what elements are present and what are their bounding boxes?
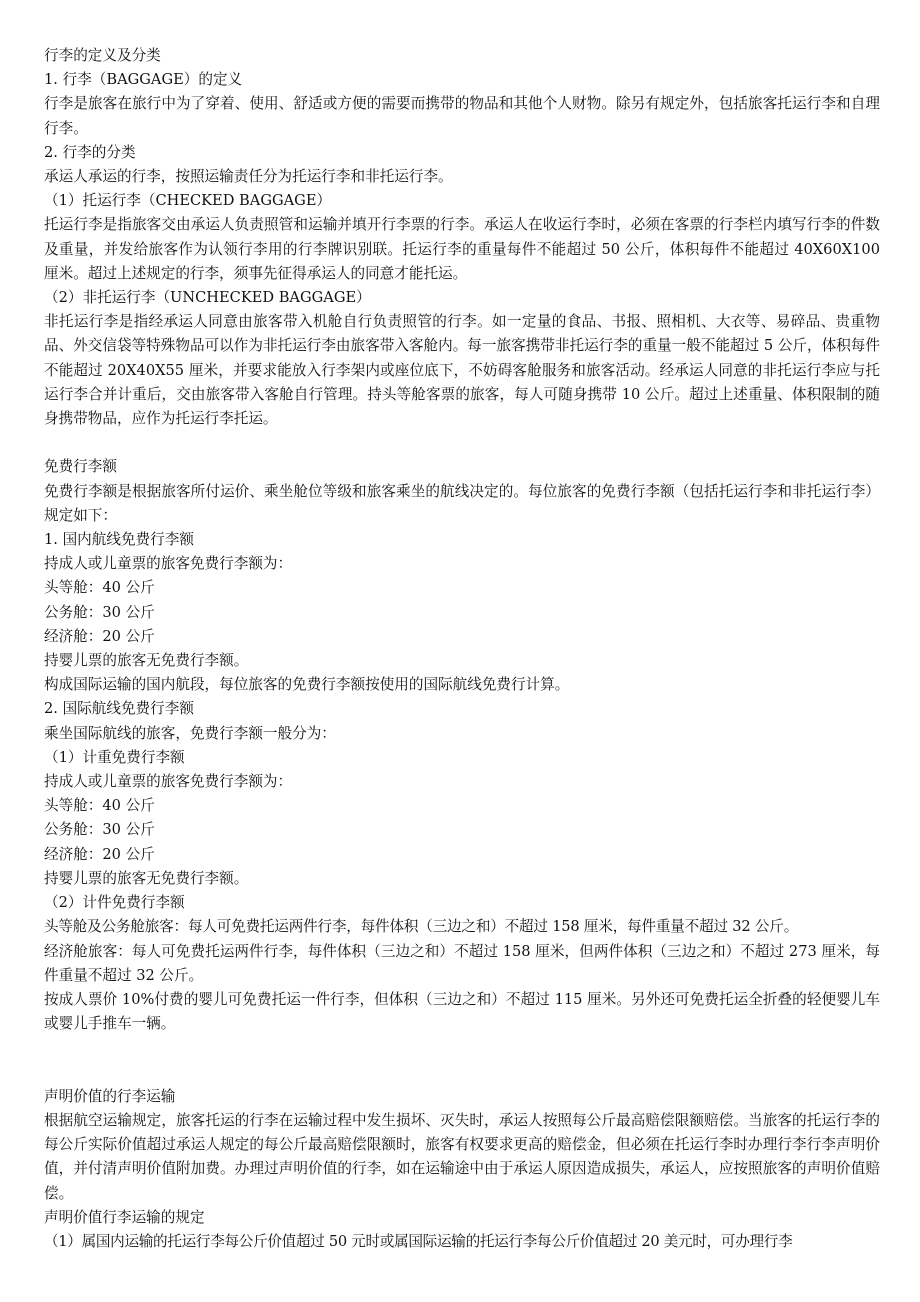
text-line: 经济舱：20 公斤 — [44, 627, 155, 645]
text-line: 持成人或儿童票的旅客免费行李额为： — [44, 555, 293, 573]
heading: （1）托运行李（CHECKED BAGGAGE） — [44, 192, 332, 210]
text-line: 公务舱：30 公斤 — [44, 603, 155, 621]
paragraph: 按成人票价 10%付费的婴儿可免费托运一件行李，但体积（三边之和）不超过 115 厘米。另外还可免费托运全折叠的轻便婴儿车或婴儿手推车一辆。 — [44, 990, 880, 1033]
text-line: 持婴儿票的旅客无免费行李额。 — [44, 869, 249, 887]
section-title: 声明价值的行李运输 — [44, 1087, 176, 1105]
text-line: （1）属国内运输的托运行李每公斤价值超过 50 元时或属国际运输的托运行李每公斤价值超过 20 美元时，可办理行李 — [44, 1232, 793, 1250]
text-line: 公务舱：30 公斤 — [44, 821, 155, 839]
document-page — [44, 44, 880, 1254]
heading: （1）计重免费行李额 — [44, 748, 185, 766]
paragraph: 免费行李额是根据旅客所付运价、乘坐舱位等级和旅客乘坐的航线决定的。每位旅客的免费行李额（包括托运行李和非托运行李）规定如下： — [44, 482, 880, 524]
paragraph: 经济舱旅客：每人可免费托运两件行李，每件体积（三边之和）不超过 158 厘米，但两件体积（三边之和）不超过 273 厘米，每件重量不超过 32 公斤。 — [44, 942, 880, 984]
section-title: 行李的定义及分类 — [44, 47, 161, 64]
text-line: 承运人承运的行李，按照运输责任分为托运行李和非托运行李。 — [44, 168, 453, 186]
text-line: 持成人或儿童票的旅客免费行李额为： — [44, 773, 293, 791]
heading: 1. 国内航线免费行李额 — [44, 531, 194, 549]
text-line: 持婴儿票的旅客无免费行李额。 — [44, 652, 249, 670]
paragraph: 行李是旅客在旅行中为了穿着、使用、舒适或方便的需要而携带的物品和其他个人财物。除另有规定外，包括旅客托运行李和自理行李。 — [44, 95, 880, 137]
text-line: 乘坐国际航线的旅客，免费行李额一般分为： — [44, 724, 336, 742]
paragraph: 根据航空运输规定，旅客托运的行李在运输过程中发生损坏、灭失时，承运人按照每公斤最高赔偿限额赔偿。当旅客的托运行李的每公斤实际价值超过承运人规定的每公斤最高赔偿限额时，旅客有权要求更高的赔偿金，但必须在托运行李时办理行李行李声明价值，并付清声明价值附加费。办理过声明价值的行李，如在运输途中由于承运人原因造成损失，承运人，应按照旅客的声明价值赔偿。 — [44, 1111, 880, 1202]
paragraph: 非托运行李是指经承运人同意由旅客带入机舱自行负责照管的行李。如一定量的食品、书报、照相机、大衣等、易碎品、贵重物品、外交信袋等特殊物品可以作为非托运行李由旅客带入客舱内。每一旅客携带非托运行李的重量一般不能超过 5 公斤，体积每件不能超过 20X40X55 厘米，并要求能放入行李架内或座位底下，不妨碍客舱服务和旅客活动。经承运人同意的非托运行李应与托运行李合并计重后，交由旅客带入客舱自行管理。持头等舱客票的旅客，每人可随身携带 10 公斤。超过上述重量、体积限制的随身携带物品，应作为托运行李托运。 — [44, 313, 880, 428]
heading: （2）计件免费行李额 — [44, 894, 185, 912]
paragraph: 托运行李是指旅客交由承运人负责照管和运输并填开行李票的行李。承运人在收运行李时，必须在客票的行李栏内填写行李的件数及重量，并发给旅客作为认领行李用的行李牌识别联。托运行李的重量每件不能超过 50 公斤，体积每件不能超过 40X60X100 厘米。超过上述规定的行李，须事先征得承运人的同意才能托运。 — [44, 216, 880, 282]
section-title: 免费行李额 — [44, 458, 117, 476]
blank-line — [44, 1036, 880, 1084]
blank-line — [44, 431, 880, 455]
heading: 1. 行李（BAGGAGE）的定义 — [44, 71, 243, 89]
text-line: 头等舱及公务舱旅客：每人可免费托运两件行李，每件体积（三边之和）不超过 158 厘米，每件重量不超过 32 公斤。 — [44, 918, 799, 936]
text-line: 头等舱：40 公斤 — [44, 797, 155, 815]
heading: 声明价值行李运输的规定 — [44, 1208, 205, 1226]
text-line: 构成国际运输的国内航段，每位旅客的免费行李额按使用的国际航线免费行计算。 — [44, 676, 570, 694]
heading: （2）非托运行李（UNCHECKED BAGGAGE） — [44, 289, 371, 307]
text-line: 经济舱：20 公斤 — [44, 845, 155, 863]
heading: 2. 行李的分类 — [44, 143, 136, 161]
heading: 2. 国际航线免费行李额 — [44, 700, 194, 718]
text-line: 头等舱：40 公斤 — [44, 579, 155, 597]
